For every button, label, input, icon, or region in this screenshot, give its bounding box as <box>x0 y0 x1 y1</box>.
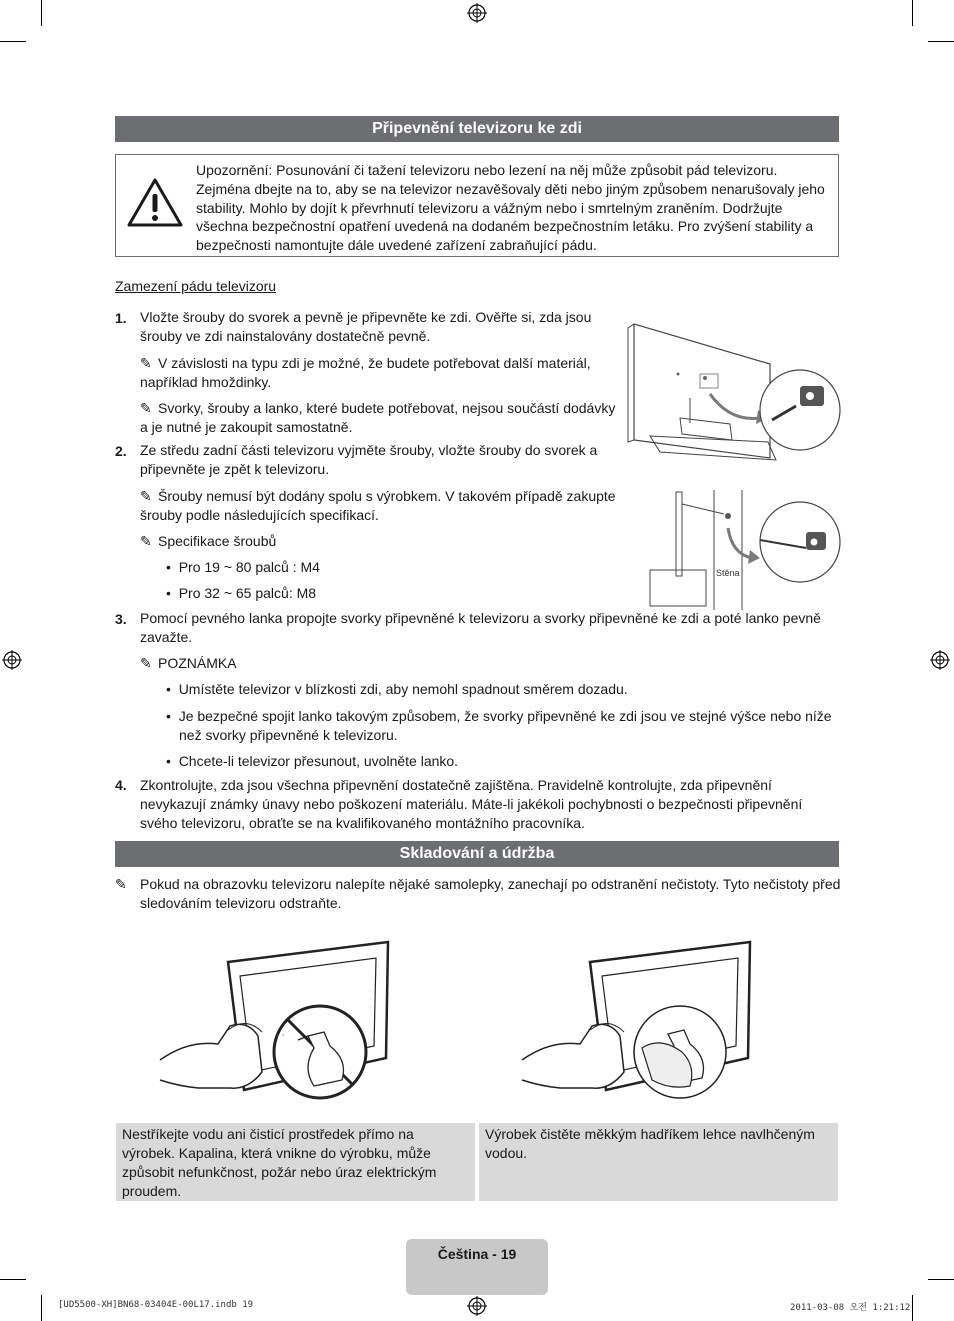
step-text: Pomocí pevného lanka propojte svorky připevněné k televizoru a svorky připevněné ke zdi a poté lanko pevně zavažte. <box>140 610 821 645</box>
warning-box <box>115 154 839 257</box>
note-pencil-icon: ✎ <box>115 876 127 892</box>
note-item <box>140 399 620 437</box>
soft-cloth-illustration <box>520 940 756 1100</box>
note-text: Svorky, šrouby a lanko, které budete potřebovat, nejsou součástí dodávky a je nutné je zakoupit samostatně. <box>140 400 616 435</box>
note-item <box>140 654 620 673</box>
no-spray-illustration <box>158 940 394 1100</box>
registration-mark-icon <box>2 650 22 670</box>
crop-mark <box>928 1279 954 1280</box>
step-text: Ze středu zadní části televizoru vyjměte šrouby, vložte šrouby do svorek a připevněte je zpět k televizoru. <box>140 442 598 477</box>
crop-mark <box>0 1279 26 1280</box>
step-number: 3. <box>115 611 127 627</box>
note-text: Specifikace šroubů <box>158 533 277 549</box>
spec-text: Pro 32 ~ 65 palců: M8 <box>178 585 317 601</box>
registration-mark-icon <box>467 1296 487 1316</box>
registration-mark-icon <box>930 650 950 670</box>
page-number-tab: Čeština - 19 <box>406 1239 548 1295</box>
tv-wall-bracket-illustration <box>620 318 842 610</box>
section-title-storage-care: Skladování a údržba <box>115 841 839 867</box>
crop-mark <box>912 1295 913 1321</box>
note-text: POZNÁMKA <box>158 655 237 671</box>
note-item <box>140 354 620 392</box>
care-note <box>115 875 843 913</box>
crop-mark <box>41 0 42 26</box>
note-item <box>140 532 620 551</box>
note-text: Šrouby nemusí být dodány spolu s výrobkem. V takovém případě zakupte šrouby podle následujících specifikací. <box>140 488 616 523</box>
svg-text:· ·: · · <box>276 1031 285 1041</box>
note-pencil-icon: ✎ <box>140 355 152 371</box>
slug-timestamp: 2011-03-08 오전 1:21:12 <box>790 1303 911 1313</box>
crop-mark <box>0 41 26 42</box>
slug-file-info: [UD5500-XH]BN68-03404E-00L17.indb 19 <box>58 1300 254 1310</box>
spec-text: Pro 19 ~ 80 palců : M4 <box>178 559 320 575</box>
section-title-wall-mount: Připevnění televizoru ke zdi <box>115 116 839 142</box>
note-bullet-text: Umístěte televizor v blízkosti zdi, aby nemohl spadnout směrem dozadu. <box>178 681 628 697</box>
note-bullet-text: Chcete-li televizor přesunout, uvolněte lanko. <box>178 753 459 769</box>
crop-mark <box>912 0 913 26</box>
step-text: Vložte šrouby do svorek a pevně je připevněte ke zdi. Ověřte si, zda jsou šrouby ve zdi nainstalovány dostatečně pevně. <box>140 309 592 344</box>
caption-soft-cloth: Výrobek čistěte měkkým hadříkem lehce navlhčeným vodou. <box>479 1123 838 1201</box>
note-bullet: • Chcete-li televizor přesunout, uvolněte lanko. <box>166 753 459 769</box>
note-bullet: • Je bezpečné spojit lanko takovým způsobem, že svorky připevněné ke zdi jsou ve stejné výšce nebo níže než svorky připevněné k televizoru. <box>166 708 832 743</box>
warning-body: : Posunování či tažení televizoru nebo lezení na něj může způsobit pád televizoru. Zejména dbejte na to, aby se na televizor nezavěšovaly děti nebo jiným způsobem nenarušovaly jeho stability. Mohlo by dojít k převrhnutí televizoru a vážným nebo i smrtelným zraněním. Dodržujte všechna bezpečnostní opatření uvedená na dodaném bezpečnostním letáku. Pro zvýšení stability a bezpečnosti namontujte dále uvedené zařízení zabraňující pádu. <box>196 162 825 254</box>
step-number: 4. <box>115 777 127 793</box>
care-note-text: Pokud na obrazovku televizoru nalepíte nějaké samolepky, zanechají po odstranění nečistoty. Tyto nečistoty před sledováním televizoru odstraňte. <box>140 876 841 911</box>
note-bullet-text: Je bezpečné spojit lanko takovým způsobem, že svorky připevněné ke zdi jsou ve stejné výšce nebo níže než svorky připevněné k televizoru. <box>178 708 832 743</box>
note-item <box>140 487 620 525</box>
step-text: Zkontrolujte, zda jsou všechna připevnění dostatečně zajištěna. Pravidelně kontrolujte, zda připevnění nevykazují známky únavy nebo poškození materiálu. Máte-li jakékoli pochybnosti o bezpečnosti připevnění svého televizoru, obraťte se na kvalifikovaného montážního pracovníka. <box>140 777 803 831</box>
crop-mark <box>41 1295 42 1321</box>
spec-item: • Pro 32 ~ 65 palců: M8 <box>166 585 317 601</box>
wall-label: Stěna <box>716 568 740 578</box>
note-pencil-icon: ✎ <box>140 533 152 549</box>
note-pencil-icon: ✎ <box>140 400 152 416</box>
step-number: 1. <box>115 310 127 326</box>
warning-label: Upozornění <box>196 162 269 178</box>
note-pencil-icon: ✎ <box>140 488 152 504</box>
warning-text <box>196 161 834 255</box>
spec-item: • Pro 19 ~ 80 palců : M4 <box>166 559 320 575</box>
note-pencil-icon: ✎ <box>140 655 152 671</box>
crop-mark <box>928 41 954 42</box>
registration-mark-icon <box>467 3 487 23</box>
subheading-prevent-fall: Zamezení pádu televizoru <box>115 278 277 294</box>
note-bullet: • Umístěte televizor v blízkosti zdi, aby nemohl spadnout směrem dozadu. <box>166 681 628 697</box>
caption-no-spray: Nestříkejte vodu ani čisticí prostředek přímo na výrobek. Kapalina, která vnikne do výrobku, může způsobit nefunkčnost, požár nebo úraz elektrickým proudem. <box>116 1123 475 1201</box>
warning-triangle-icon <box>126 177 184 229</box>
note-text: V závislosti na typu zdi je možné, že budete potřebovat další materiál, například hmoždinky. <box>140 355 591 390</box>
step-number: 2. <box>115 443 127 459</box>
